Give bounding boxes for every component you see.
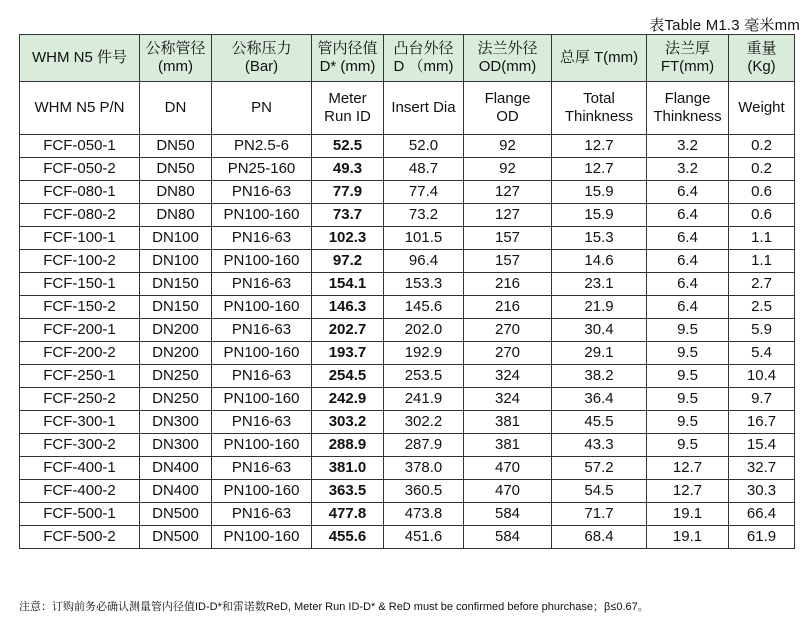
table-cell: DN80 [140,204,212,227]
table-cell: 96.4 [384,250,464,273]
table-cell: 381 [464,411,552,434]
table-cell: 1.1 [729,227,795,250]
table-cell: FCF-250-2 [20,388,140,411]
header-text: DN [164,99,187,116]
table-cell: 38.2 [552,365,647,388]
header-cell-en [140,82,212,135]
table-cell: 0.6 [729,181,795,204]
table-cell: 470 [464,480,552,503]
table-cell: 6.4 [647,250,729,273]
table-cell: PN16-63 [212,227,312,250]
table-cell: 9.5 [647,342,729,365]
table-cell: 192.9 [384,342,464,365]
table-row [20,434,795,457]
table-cell: 77.9 [312,181,384,204]
table-cell: 363.5 [312,480,384,503]
header-cell-zh [20,35,140,82]
table-cell: DN250 [140,365,212,388]
table-cell: DN50 [140,135,212,158]
table-cell: FCF-200-2 [20,342,140,365]
table-cell: 202.7 [312,319,384,342]
table-cell: FCF-400-1 [20,457,140,480]
table-cell: PN16-63 [212,411,312,434]
header-cell-en [384,82,464,135]
table-row [20,365,795,388]
header-text: FT(mm) [660,58,715,75]
table-cell: 270 [464,342,552,365]
header-text: 总厚 T(mm) [559,49,639,66]
table-cell: 19.1 [647,526,729,549]
table-cell: 19.1 [647,503,729,526]
header-text: OD(mm) [478,58,537,75]
table-cell: PN100-160 [212,434,312,457]
spec-table [19,34,795,549]
table-cell: 15.4 [729,434,795,457]
table-cell: 23.1 [552,273,647,296]
table-cell: FCF-050-2 [20,158,140,181]
table-cell: 324 [464,365,552,388]
table-cell: 14.6 [552,250,647,273]
table-cell: 48.7 [384,158,464,181]
table-cell: 9.5 [647,411,729,434]
table-cell: 61.9 [729,526,795,549]
table-cell: 6.4 [647,296,729,319]
table-cell: 6.4 [647,204,729,227]
table-row [20,296,795,319]
table-cell: FCF-300-2 [20,434,140,457]
table-cell: 15.9 [552,204,647,227]
table-cell: 0.6 [729,204,795,227]
table-cell: 29.1 [552,342,647,365]
header-cell-zh [384,35,464,82]
table-cell: FCF-200-1 [20,319,140,342]
header-text: Meter [328,90,367,107]
header-text: Thinkness [564,108,634,125]
table-cell: 253.5 [384,365,464,388]
table-cell: DN200 [140,319,212,342]
table-cell: 146.3 [312,296,384,319]
table-cell: 12.7 [552,135,647,158]
table-cell: 157 [464,227,552,250]
table-cell: 30.3 [729,480,795,503]
table-cell: 68.4 [552,526,647,549]
header-text: 法兰外径 [477,40,538,57]
header-text: 重量 [746,40,777,57]
table-cell: 470 [464,457,552,480]
header-text: Total [583,90,615,107]
header-cell-en [552,82,647,135]
table-cell: 216 [464,296,552,319]
table-cell: FCF-080-1 [20,181,140,204]
table-cell: 66.4 [729,503,795,526]
table-cell: 57.2 [552,457,647,480]
table-cell: 378.0 [384,457,464,480]
table-row [20,250,795,273]
footnote: 注意：订购前务必确认测量管内径值ID-D*和雷诺数ReD, Meter Run ID-D* & ReD must be confirmed before phurchase；β≤0.67。 [19,601,649,613]
table-cell: FCF-300-1 [20,411,140,434]
table-cell: FCF-500-2 [20,526,140,549]
table-cell: 1.1 [729,250,795,273]
table-cell: PN16-63 [212,181,312,204]
table-row [20,319,795,342]
header-text: (Kg) [747,58,776,75]
table-cell: 6.4 [647,181,729,204]
table-cell: PN25-160 [212,158,312,181]
header-cell-zh [212,35,312,82]
table-cell: DN250 [140,388,212,411]
table-cell: DN500 [140,503,212,526]
header-cell-en [647,82,729,135]
table-cell: 15.9 [552,181,647,204]
table-cell: 73.7 [312,204,384,227]
table-cell: 157 [464,250,552,273]
table-row [20,526,795,549]
table-row [20,135,795,158]
table-cell: 52.0 [384,135,464,158]
table-cell: FCF-500-1 [20,503,140,526]
table-cell: 36.4 [552,388,647,411]
table-row [20,411,795,434]
table-cell: 43.3 [552,434,647,457]
table-cell: 3.2 [647,158,729,181]
table-cell: 9.5 [647,434,729,457]
table-cell: 455.6 [312,526,384,549]
table-cell: 5.9 [729,319,795,342]
table-cell: DN300 [140,411,212,434]
table-cell: 12.7 [647,457,729,480]
table-cell: 92 [464,158,552,181]
table-cell: 127 [464,204,552,227]
table-cell: PN2.5-6 [212,135,312,158]
table-cell: 216 [464,273,552,296]
table-cell: 77.4 [384,181,464,204]
table-cell: DN400 [140,457,212,480]
table-cell: DN100 [140,250,212,273]
table-caption: 表Table M1.3 毫米mm [649,17,800,34]
table-cell: PN100-160 [212,250,312,273]
table-cell: 101.5 [384,227,464,250]
table-row [20,457,795,480]
table-cell: 303.2 [312,411,384,434]
table-cell: PN100-160 [212,342,312,365]
table-cell: DN150 [140,296,212,319]
header-text: D （mm) [393,58,454,75]
table-cell: 32.7 [729,457,795,480]
table-cell: 477.8 [312,503,384,526]
table-cell: 288.9 [312,434,384,457]
table-row [20,342,795,365]
table-cell: 381.0 [312,457,384,480]
header-cell-zh [140,35,212,82]
header-text: Run ID [324,108,371,125]
table-cell: DN400 [140,480,212,503]
table-row [20,503,795,526]
table-cell: FCF-080-2 [20,204,140,227]
header-cell-zh [464,35,552,82]
table-cell: 54.5 [552,480,647,503]
table-cell: 102.3 [312,227,384,250]
header-text: Thinkness [653,108,722,125]
table-cell: 584 [464,526,552,549]
table-cell: PN100-160 [212,480,312,503]
table-cell: 12.7 [552,158,647,181]
table-cell: 2.5 [729,296,795,319]
header-cell-zh [647,35,729,82]
table-cell: PN16-63 [212,503,312,526]
table-cell: FCF-150-2 [20,296,140,319]
table-cell: PN16-63 [212,273,312,296]
header-text: D* (mm) [319,58,376,75]
table-cell: 9.5 [647,319,729,342]
table-cell: PN100-160 [212,296,312,319]
table-row [20,181,795,204]
table-cell: 49.3 [312,158,384,181]
table-cell: 381 [464,434,552,457]
table-cell: PN16-63 [212,457,312,480]
header-text: 凸台外径 [393,40,454,57]
table-cell: FCF-150-1 [20,273,140,296]
header-text: 公称压力 [231,40,292,57]
header-text: Flange [664,90,711,107]
table-row [20,388,795,411]
header-text: Insert Dia [391,99,456,116]
table-cell: 451.6 [384,526,464,549]
table-cell: 287.9 [384,434,464,457]
table-row [20,227,795,250]
header-cell-en [20,82,140,135]
header-text: 公称管径 [145,40,206,57]
header-cell-zh [312,35,384,82]
header-text: (Bar) [244,58,279,75]
table-cell: FCF-100-2 [20,250,140,273]
table-cell: PN100-160 [212,526,312,549]
table-cell: 9.7 [729,388,795,411]
table-cell: 97.2 [312,250,384,273]
header-text: WHM N5 件号 [32,49,127,66]
table-cell: PN100-160 [212,204,312,227]
table-cell: 12.7 [647,480,729,503]
header-row-english [20,82,795,135]
table-body [20,135,795,549]
header-row-chinese [20,35,795,82]
table-cell: 242.9 [312,388,384,411]
header-text: PN [251,99,272,116]
table-cell: PN100-160 [212,388,312,411]
table-cell: 3.2 [647,135,729,158]
table-cell: 154.1 [312,273,384,296]
table-cell: 0.2 [729,158,795,181]
table-row [20,158,795,181]
table-cell: 15.3 [552,227,647,250]
table-cell: 30.4 [552,319,647,342]
header-cell-zh [729,35,795,82]
table-cell: DN200 [140,342,212,365]
table-cell: 6.4 [647,227,729,250]
table-cell: 21.9 [552,296,647,319]
table-cell: 145.6 [384,296,464,319]
table-cell: 2.7 [729,273,795,296]
header-cell-en [464,82,552,135]
table-cell: 202.0 [384,319,464,342]
table-cell: 270 [464,319,552,342]
table-cell: FCF-100-1 [20,227,140,250]
table-cell: PN16-63 [212,319,312,342]
table-cell: 324 [464,388,552,411]
table-cell: 193.7 [312,342,384,365]
table-cell: 73.2 [384,204,464,227]
table-row [20,480,795,503]
table-cell: 45.5 [552,411,647,434]
table-row [20,273,795,296]
table-cell: FCF-400-2 [20,480,140,503]
table-cell: 16.7 [729,411,795,434]
table-row [20,204,795,227]
header-text: 管内径值 [317,40,378,57]
header-text: WHM N5 P/N [34,99,125,116]
table-cell: 360.5 [384,480,464,503]
table-cell: FCF-250-1 [20,365,140,388]
table-cell: 302.2 [384,411,464,434]
table-cell: 473.8 [384,503,464,526]
table-cell: 127 [464,181,552,204]
header-text: OD [496,108,519,125]
header-cell-en [729,82,795,135]
header-cell-en [212,82,312,135]
header-text: (mm) [158,58,193,75]
table-cell: PN16-63 [212,365,312,388]
table-cell: 254.5 [312,365,384,388]
table-cell: 52.5 [312,135,384,158]
header-text: Weight [738,99,785,116]
header-cell-zh [552,35,647,82]
table-cell: FCF-050-1 [20,135,140,158]
table-cell: 71.7 [552,503,647,526]
table-cell: 9.5 [647,388,729,411]
table-cell: 92 [464,135,552,158]
table-cell: 0.2 [729,135,795,158]
table-cell: 584 [464,503,552,526]
table-cell: 153.3 [384,273,464,296]
table-cell: 9.5 [647,365,729,388]
table-cell: 10.4 [729,365,795,388]
header-text: 法兰厚 [664,40,710,57]
table-cell: 6.4 [647,273,729,296]
table-cell: 241.9 [384,388,464,411]
header-text: Flange [484,90,531,107]
table-cell: 5.4 [729,342,795,365]
table-cell: DN100 [140,227,212,250]
table-cell: DN50 [140,158,212,181]
header-cell-en [312,82,384,135]
table-cell: DN150 [140,273,212,296]
table-cell: DN500 [140,526,212,549]
table-cell: DN300 [140,434,212,457]
table-cell: DN80 [140,181,212,204]
